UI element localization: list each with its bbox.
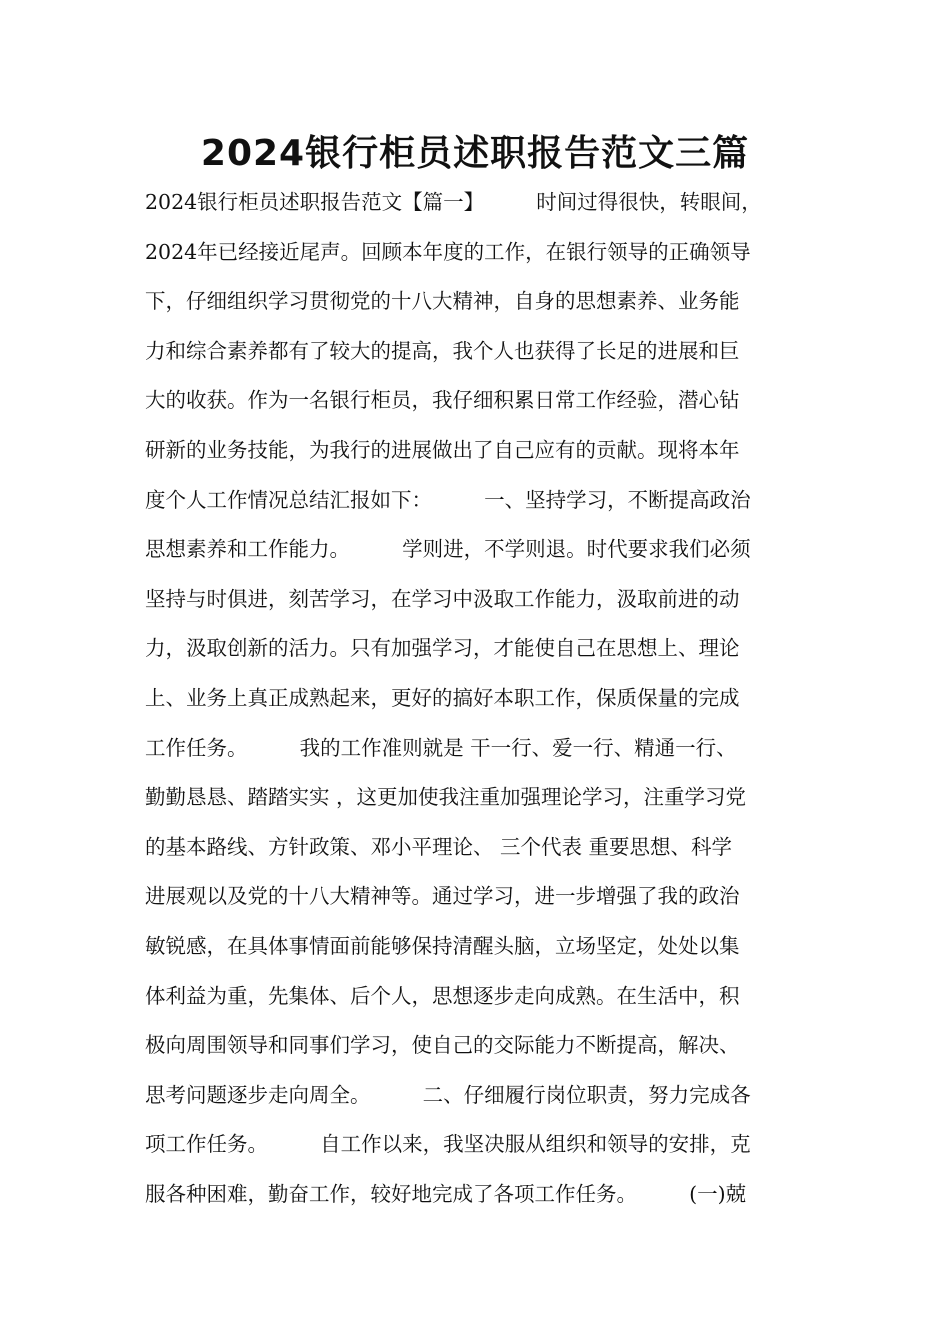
body-line: 下，仔细组织学习贯彻党的十八大精神，自身的思想素养、业务能 <box>145 289 740 314</box>
body-line: 力，汲取创新的活力。只有加强学习，才能使自己在思想上、理论 <box>145 636 740 661</box>
body-line: 2024年已经接近尾声。回顾本年度的工作，在银行领导的正确领导 <box>145 239 751 264</box>
body-line: 服各种困难，勤奋工作，较好地完成了各项工作任务。 (一)兢 <box>145 1181 747 1206</box>
body-line: 勤勤恳恳、踏踏实实 ，这更加使我注重加强理论学习，注重学习党 <box>145 785 747 810</box>
body-line: 力和综合素养都有了较大的提高，我个人也获得了长足的进展和巨 <box>145 338 740 363</box>
body-line: 项工作任务。 自工作以来，我坚决服从组织和领导的安排，克 <box>145 1132 751 1157</box>
body-line: 敏锐感，在具体事情面前能够保持清醒头脑，立场坚定，处处以集 <box>145 933 740 958</box>
body-line: 度个人工作情况总结汇报如下： 一、坚持学习，不断提高政治 <box>145 487 751 512</box>
body-line: 大的收获。作为一名银行柜员，我仔细积累日常工作经验，潜心钻 <box>145 388 740 413</box>
body-line: 上、业务上真正成熟起来，更好的搞好本职工作，保质保量的完成 <box>145 685 740 710</box>
body-line: 研新的业务技能，为我行的进展做出了自己应有的贡献。现将本年 <box>145 437 740 462</box>
body-line: 思想素养和工作能力。 学则进，不学则退。时代要求我们必须 <box>145 537 751 562</box>
body-line: 进展观以及党的十八大精神等。通过学习，进一步增强了我的政治 <box>145 884 740 909</box>
document-body <box>145 178 815 1219</box>
body-line: 的基本路线、方针政策、邓小平理论、 三个代表 重要思想、科学 <box>145 834 733 859</box>
body-line: 工作任务。 我的工作准则就是 干一行、爱一行、精通一行、 <box>145 735 737 760</box>
document-title: 2024银行柜员述职报告范文三篇 <box>200 133 750 174</box>
body-line: 2024银行柜员述职报告范文【篇一】 时间过得很快，转眼间， <box>145 190 762 214</box>
body-line: 体利益为重，先集体、后个人，思想逐步走向成熟。在生活中，积 <box>145 983 740 1008</box>
body-line: 坚持与时俱进，刻苦学习，在学习中汲取工作能力，汲取前进的动 <box>145 586 740 611</box>
body-line: 思考问题逐步走向周全。 二、仔细履行岗位职责，努力完成各 <box>145 1082 751 1107</box>
body-line: 极向周围领导和同事们学习，使自己的交际能力不断提高，解决、 <box>145 1033 740 1058</box>
